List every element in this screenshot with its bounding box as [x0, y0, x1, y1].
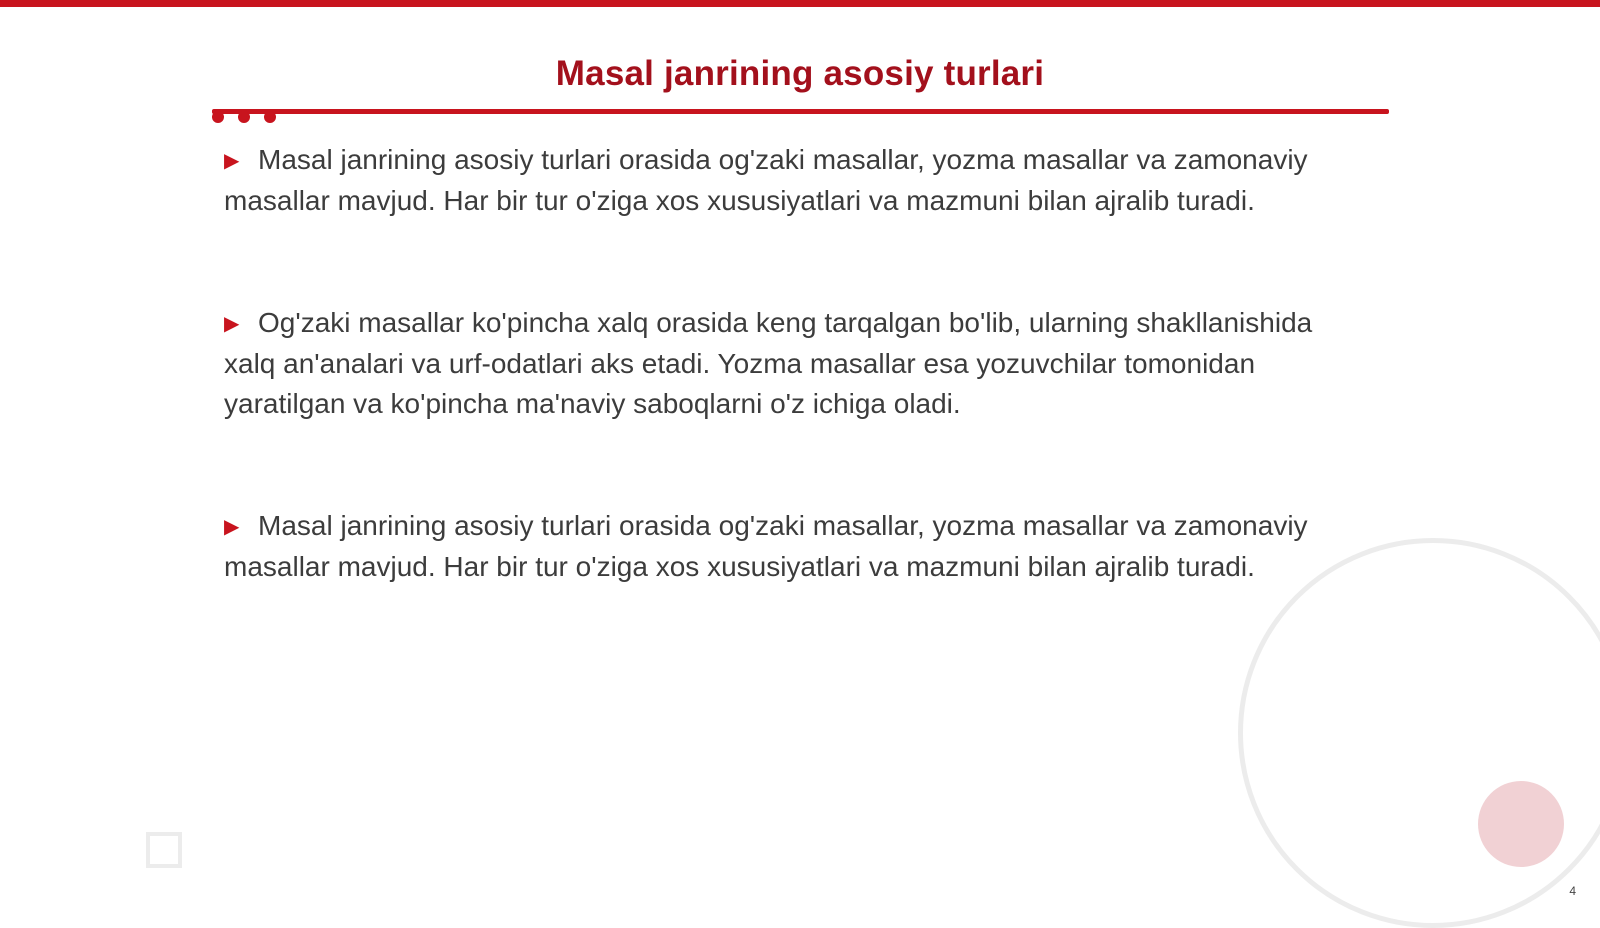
page-number: 4 [1569, 884, 1576, 898]
slide-title: Masal janrining asosiy turlari [555, 54, 1045, 93]
top-accent-bar [0, 0, 1600, 7]
bullet-item [224, 506, 1364, 587]
bullet-text: Og'zaki masallar ko'pincha xalq orasida keng tarqalgan bo'lib, ularning shakllanishida xalq an'analari va urf-odatlari aks etadi. Yozma masallar esa yozuvchilar tomonidan yaratilgan va ko'pincha ma'naviy saboqlarni o'z ichiga oladi. [224, 307, 1313, 419]
decor-circle-outline [1238, 538, 1600, 928]
title-decor-dot [238, 111, 250, 123]
title-decor-dot [264, 111, 276, 123]
title-underline [212, 109, 1389, 114]
title-decor-dot [212, 111, 224, 123]
bullet-item [224, 303, 1364, 424]
decor-square-outline [146, 832, 182, 868]
bullet-text: Masal janrining asosiy turlari orasida og'zaki masallar, yozma masallar va zamonaviy masallar mavjud. Har bir tur o'ziga xos xususiyatlari va mazmuni bilan ajralib turadi. [224, 510, 1308, 582]
bullet-item [224, 140, 1364, 221]
decor-circle-pink [1478, 781, 1564, 867]
bullet-text: Masal janrining asosiy turlari orasida og'zaki masallar, yozma masallar va zamonaviy masallar mavjud. Har bir tur o'ziga xos xususiyatlari va mazmuni bilan ajralib turadi. [224, 144, 1308, 216]
bullet-list [224, 140, 1364, 669]
play-triangle-icon: ▶ [224, 150, 240, 172]
play-triangle-icon: ▶ [224, 313, 240, 335]
play-triangle-icon: ▶ [224, 516, 240, 538]
